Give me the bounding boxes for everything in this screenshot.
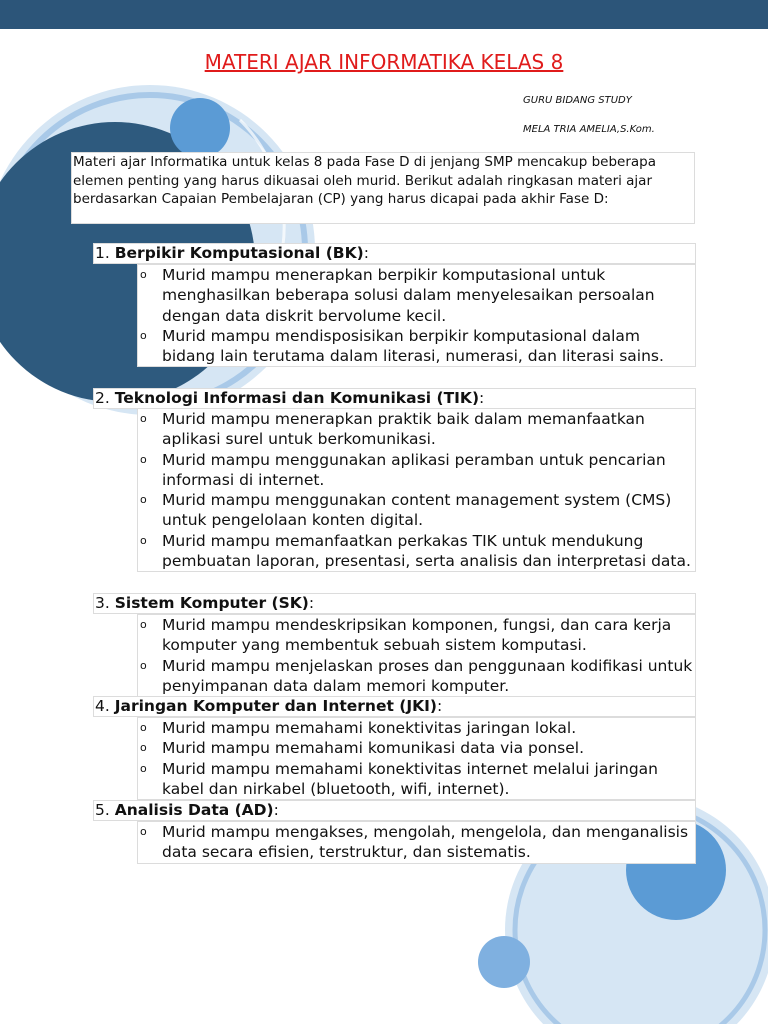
list-item: o Murid mampu mengakses, mengolah, mengelola, dan menganalisis data secara efisien, terstruktur, dan sistematis. [140, 823, 689, 862]
section-items-tik [137, 408, 696, 572]
page-title: MATERI AJAR INFORMATIKA KELAS 8 [204, 50, 564, 74]
section-heading-tik: 2. Teknologi Informasi dan Komunikasi (TIK): [93, 388, 696, 409]
intro-paragraph: Materi ajar Informatika untuk kelas 8 pada Fase D di jenjang SMP mencakup beberapa elemen penting yang harus dikuasai oleh murid. Berikut adalah ringkasan materi ajar berdasarkan Capaian Pembelajaran (CP) yang harus dicapai pada akhir Fase D: [71, 152, 695, 224]
teacher-label: GURU BIDANG STUDY [523, 95, 632, 106]
teacher-name: MELA TRIA AMELIA,S.Kom. [523, 124, 655, 135]
section-heading-bk: 1. Berpikir Komputasional (BK): [93, 243, 696, 264]
list-item: o Murid mampu menggunakan aplikasi peramban untuk pencarian informasi di internet. [140, 450, 666, 489]
deco-circle-small-right [478, 936, 530, 988]
section-items-ad [137, 821, 696, 864]
section-heading-sk: 3. Sistem Komputer (SK): [93, 593, 696, 614]
section-items-sk [137, 614, 696, 697]
list-item: o Murid mampu menerapkan berpikir komputasional untuk menghasilkan beberapa solusi dalam menyelesaikan persoalan dengan data diskrit bervolume kecil. [140, 266, 655, 325]
section-items-jki [137, 717, 696, 800]
list-item: o Murid mampu memahami komunikasi data via ponsel. [140, 739, 585, 758]
section-heading-ad: 5. Analisis Data (AD): [93, 800, 696, 821]
section-items-bk [137, 264, 696, 367]
deco-circle-small-left [170, 98, 230, 158]
list-item: o Murid mampu memahami konektivitas internet melalui jaringan kabel dan nirkabel (bluetooth, wifi, internet). [140, 759, 658, 798]
list-item: o Murid mampu mendeskripsikan komponen, fungsi, dan cara kerja komputer yang membentuk sebuah sistem komputasi. [140, 616, 672, 655]
list-item: o Murid mampu menggunakan content management system (CMS) untuk pengelolaan konten digital. [140, 491, 672, 530]
section-heading-jki: 4. Jaringan Komputer dan Internet (JKI): [93, 696, 696, 717]
list-item: o Murid mampu menerapkan praktik baik dalam memanfaatkan aplikasi surel untuk berkomunikasi. [140, 410, 645, 449]
list-item: o Murid mampu memahami konektivitas jaringan lokal. [140, 719, 577, 737]
list-item: o Murid mampu memanfaatkan perkakas TIK untuk mendukung pembuatan laporan, presentasi, serta analisis dan interpretasi data. [140, 531, 691, 571]
list-item: o Murid mampu mendisposisikan berpikir komputasional dalam bidang lain terutama dalam literasi, numerasi, dan literasi sains. [140, 326, 664, 366]
list-item: o Murid mampu menjelaskan proses dan penggunaan kodifikasi untuk penyimpanan data dalam memori komputer. [140, 656, 693, 695]
